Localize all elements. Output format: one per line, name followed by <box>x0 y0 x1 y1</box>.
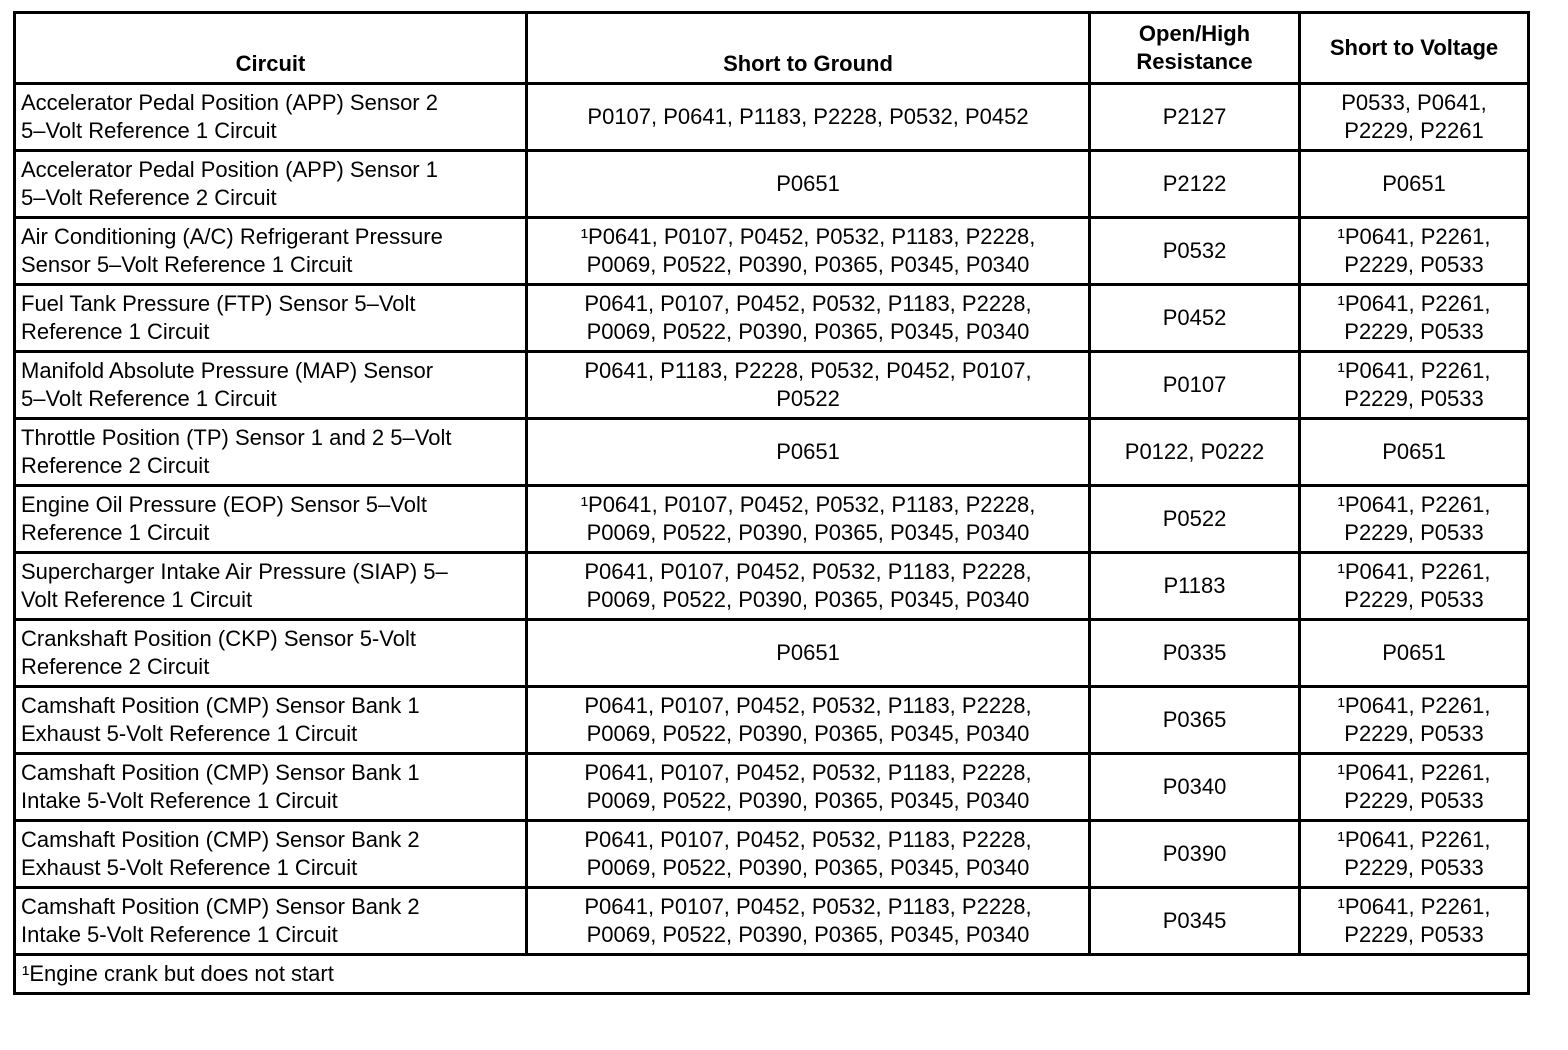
circuit-cell-line: Reference 1 Circuit <box>21 319 210 344</box>
short-to-voltage-cell-line: ¹P0641, P2261, <box>1337 693 1491 718</box>
open-high-resistance-cell: P0340 <box>1090 754 1300 821</box>
open-high-resistance-cell: P0452 <box>1090 285 1300 352</box>
short-to-voltage-cell <box>1300 486 1529 553</box>
circuit-cell <box>15 285 527 352</box>
circuit-cell-line: Camshaft Position (CMP) Sensor Bank 1 <box>21 693 420 718</box>
circuit-cell-line: Reference 2 Circuit <box>21 453 210 478</box>
table-row <box>15 218 1529 285</box>
short-to-ground-cell-line: P0069, P0522, P0390, P0365, P0345, P0340 <box>586 788 1030 813</box>
header-circuit <box>15 13 527 84</box>
short-to-voltage-cell-line: P2229, P0533 <box>1344 855 1484 880</box>
short-to-ground-cell-line: P0641, P0107, P0452, P0532, P1183, P2228, <box>584 827 1032 852</box>
short-to-ground-cell-line: P0107, P0641, P1183, P2228, P0532, P0452 <box>587 104 1029 129</box>
short-to-voltage-cell <box>1300 754 1529 821</box>
short-to-voltage-cell <box>1300 84 1529 151</box>
open-high-resistance-cell: P0522 <box>1090 486 1300 553</box>
short-to-voltage-cell-line: P0651 <box>1382 640 1446 665</box>
dtc-table-container <box>13 11 1530 995</box>
short-to-ground-cell <box>527 888 1090 955</box>
header-open-high-line1: Open/High <box>1138 21 1251 46</box>
circuit-cell-line: Sensor 5–Volt Reference 1 Circuit <box>21 252 353 277</box>
circuit-cell <box>15 687 527 754</box>
circuit-cell-line: Supercharger Intake Air Pressure (SIAP) 5– <box>21 559 448 584</box>
short-to-ground-cell <box>527 218 1090 285</box>
table-row <box>15 84 1529 151</box>
short-to-ground-cell-line: P0651 <box>776 640 840 665</box>
short-to-voltage-cell <box>1300 620 1529 687</box>
short-to-voltage-cell-line: P0651 <box>1382 171 1446 196</box>
short-to-ground-cell-line: P0069, P0522, P0390, P0365, P0345, P0340 <box>586 922 1030 947</box>
short-to-ground-cell-line: P0522 <box>776 386 840 411</box>
circuit-cell <box>15 151 527 218</box>
circuit-cell-line: Exhaust 5-Volt Reference 1 Circuit <box>21 855 358 880</box>
short-to-voltage-cell <box>1300 553 1529 620</box>
short-to-ground-cell <box>527 84 1090 151</box>
circuit-cell <box>15 84 527 151</box>
short-to-voltage-cell <box>1300 419 1529 486</box>
table-row <box>15 620 1529 687</box>
short-to-ground-cell-line: P0641, P0107, P0452, P0532, P1183, P2228, <box>584 291 1032 316</box>
table-body <box>15 84 1529 955</box>
short-to-voltage-cell <box>1300 151 1529 218</box>
table-row <box>15 687 1529 754</box>
short-to-voltage-cell <box>1300 821 1529 888</box>
short-to-ground-cell-line: P0641, P1183, P2228, P0532, P0452, P0107, <box>584 358 1032 383</box>
circuit-cell <box>15 754 527 821</box>
open-high-resistance-cell: P0365 <box>1090 687 1300 754</box>
circuit-cell <box>15 352 527 419</box>
footnote: ¹Engine crank but does not start <box>15 955 1529 994</box>
table-row <box>15 285 1529 352</box>
short-to-voltage-cell <box>1300 218 1529 285</box>
circuit-cell-line: 5–Volt Reference 2 Circuit <box>21 185 277 210</box>
header-circuit-label: Circuit <box>235 51 306 76</box>
circuit-cell-line: Accelerator Pedal Position (APP) Sensor 1 <box>21 157 438 182</box>
table-row <box>15 821 1529 888</box>
open-high-resistance-cell: P0122, P0222 <box>1090 419 1300 486</box>
header-short-to-ground-label: Short to Ground <box>723 51 893 76</box>
short-to-ground-cell <box>527 553 1090 620</box>
circuit-cell-line: Engine Oil Pressure (EOP) Sensor 5–Volt <box>21 492 427 517</box>
circuit-cell <box>15 620 527 687</box>
circuit-cell-line: Intake 5-Volt Reference 1 Circuit <box>21 788 338 813</box>
short-to-ground-cell <box>527 687 1090 754</box>
table-row <box>15 486 1529 553</box>
circuit-cell-line: Accelerator Pedal Position (APP) Sensor 2 <box>21 90 438 115</box>
short-to-voltage-cell <box>1300 285 1529 352</box>
short-to-voltage-cell-line: P2229, P0533 <box>1344 788 1484 813</box>
dtc-table <box>13 11 1530 995</box>
short-to-voltage-cell-line: ¹P0641, P2261, <box>1337 224 1491 249</box>
circuit-cell-line: Camshaft Position (CMP) Sensor Bank 1 <box>21 760 420 785</box>
short-to-ground-cell-line: P0069, P0522, P0390, P0365, P0345, P0340 <box>586 721 1030 746</box>
circuit-cell-line: 5–Volt Reference 1 Circuit <box>21 386 277 411</box>
circuit-cell-line: Camshaft Position (CMP) Sensor Bank 2 <box>21 827 420 852</box>
table-row <box>15 419 1529 486</box>
table-row <box>15 352 1529 419</box>
short-to-ground-cell <box>527 285 1090 352</box>
header-open-high-line2: Resistance <box>1136 49 1253 74</box>
circuit-cell <box>15 821 527 888</box>
short-to-voltage-cell-line: P2229, P2261 <box>1344 118 1484 143</box>
short-to-voltage-cell-line: P0651 <box>1382 439 1446 464</box>
short-to-voltage-cell-line: ¹P0641, P2261, <box>1337 760 1491 785</box>
short-to-ground-cell-line: P0641, P0107, P0452, P0532, P1183, P2228, <box>584 894 1032 919</box>
circuit-cell-line: Exhaust 5-Volt Reference 1 Circuit <box>21 721 358 746</box>
circuit-cell <box>15 888 527 955</box>
short-to-ground-cell-line: P0069, P0522, P0390, P0365, P0345, P0340 <box>586 520 1030 545</box>
circuit-cell <box>15 486 527 553</box>
short-to-ground-cell-line: P0651 <box>776 439 840 464</box>
short-to-ground-cell-line: P0069, P0522, P0390, P0365, P0345, P0340 <box>586 855 1030 880</box>
short-to-ground-cell <box>527 620 1090 687</box>
open-high-resistance-cell: P0345 <box>1090 888 1300 955</box>
short-to-ground-cell <box>527 151 1090 218</box>
short-to-voltage-cell-line: ¹P0641, P2261, <box>1337 559 1491 584</box>
circuit-cell-line: Air Conditioning (A/C) Refrigerant Pressure <box>21 224 443 249</box>
open-high-resistance-cell: P0390 <box>1090 821 1300 888</box>
open-high-resistance-cell: P0335 <box>1090 620 1300 687</box>
header-open-high-resistance <box>1090 13 1300 84</box>
circuit-cell-line: Intake 5-Volt Reference 1 Circuit <box>21 922 338 947</box>
short-to-voltage-cell-line: P0533, P0641, <box>1341 90 1487 115</box>
open-high-resistance-cell: P0107 <box>1090 352 1300 419</box>
table-row <box>15 888 1529 955</box>
short-to-ground-cell-line: P0069, P0522, P0390, P0365, P0345, P0340 <box>586 252 1030 277</box>
header-short-to-voltage <box>1300 13 1529 84</box>
short-to-ground-cell <box>527 821 1090 888</box>
short-to-voltage-cell-line: P2229, P0533 <box>1344 252 1484 277</box>
circuit-cell <box>15 553 527 620</box>
header-short-to-voltage-label: Short to Voltage <box>1329 35 1499 60</box>
open-high-resistance-cell: P2127 <box>1090 84 1300 151</box>
short-to-voltage-cell <box>1300 687 1529 754</box>
short-to-ground-cell-line: P0641, P0107, P0452, P0532, P1183, P2228, <box>584 760 1032 785</box>
short-to-ground-cell-line: P0069, P0522, P0390, P0365, P0345, P0340 <box>586 587 1030 612</box>
short-to-voltage-cell <box>1300 888 1529 955</box>
circuit-cell <box>15 419 527 486</box>
circuit-cell-line: Camshaft Position (CMP) Sensor Bank 2 <box>21 894 420 919</box>
short-to-ground-cell-line: ¹P0641, P0107, P0452, P0532, P1183, P2228, <box>580 224 1036 249</box>
header-row <box>15 13 1529 84</box>
circuit-cell-line: Manifold Absolute Pressure (MAP) Sensor <box>21 358 434 383</box>
short-to-voltage-cell-line: P2229, P0533 <box>1344 520 1484 545</box>
footnote-row <box>15 955 1529 994</box>
short-to-voltage-cell-line: ¹P0641, P2261, <box>1337 291 1491 316</box>
short-to-voltage-cell-line: P2229, P0533 <box>1344 587 1484 612</box>
header-short-to-ground <box>527 13 1090 84</box>
circuit-cell-line: Volt Reference 1 Circuit <box>21 587 253 612</box>
short-to-voltage-cell <box>1300 352 1529 419</box>
table-row <box>15 553 1529 620</box>
short-to-voltage-cell-line: P2229, P0533 <box>1344 319 1484 344</box>
short-to-ground-cell <box>527 352 1090 419</box>
table-row <box>15 754 1529 821</box>
short-to-voltage-cell-line: P2229, P0533 <box>1344 922 1484 947</box>
circuit-cell-line: Crankshaft Position (CKP) Sensor 5-Volt <box>21 626 416 651</box>
open-high-resistance-cell: P1183 <box>1090 553 1300 620</box>
circuit-cell-line: Reference 2 Circuit <box>21 654 210 679</box>
short-to-ground-cell-line: P0069, P0522, P0390, P0365, P0345, P0340 <box>586 319 1030 344</box>
table-row <box>15 151 1529 218</box>
circuit-cell-line: Reference 1 Circuit <box>21 520 210 545</box>
short-to-voltage-cell-line: ¹P0641, P2261, <box>1337 894 1491 919</box>
open-high-resistance-cell: P2122 <box>1090 151 1300 218</box>
short-to-voltage-cell-line: ¹P0641, P2261, <box>1337 492 1491 517</box>
short-to-ground-cell-line: P0641, P0107, P0452, P0532, P1183, P2228, <box>584 693 1032 718</box>
short-to-ground-cell-line: P0651 <box>776 171 840 196</box>
short-to-ground-cell-line: ¹P0641, P0107, P0452, P0532, P1183, P2228, <box>580 492 1036 517</box>
circuit-cell <box>15 218 527 285</box>
short-to-voltage-cell-line: P2229, P0533 <box>1344 386 1484 411</box>
short-to-ground-cell <box>527 754 1090 821</box>
circuit-cell-line: Throttle Position (TP) Sensor 1 and 2 5–Volt <box>21 425 452 450</box>
circuit-cell-line: Fuel Tank Pressure (FTP) Sensor 5–Volt <box>21 291 416 316</box>
open-high-resistance-cell: P0532 <box>1090 218 1300 285</box>
short-to-voltage-cell-line: P2229, P0533 <box>1344 721 1484 746</box>
short-to-ground-cell <box>527 419 1090 486</box>
short-to-voltage-cell-line: ¹P0641, P2261, <box>1337 358 1491 383</box>
circuit-cell-line: 5–Volt Reference 1 Circuit <box>21 118 277 143</box>
short-to-ground-cell <box>527 486 1090 553</box>
short-to-ground-cell-line: P0641, P0107, P0452, P0532, P1183, P2228, <box>584 559 1032 584</box>
short-to-voltage-cell-line: ¹P0641, P2261, <box>1337 827 1491 852</box>
